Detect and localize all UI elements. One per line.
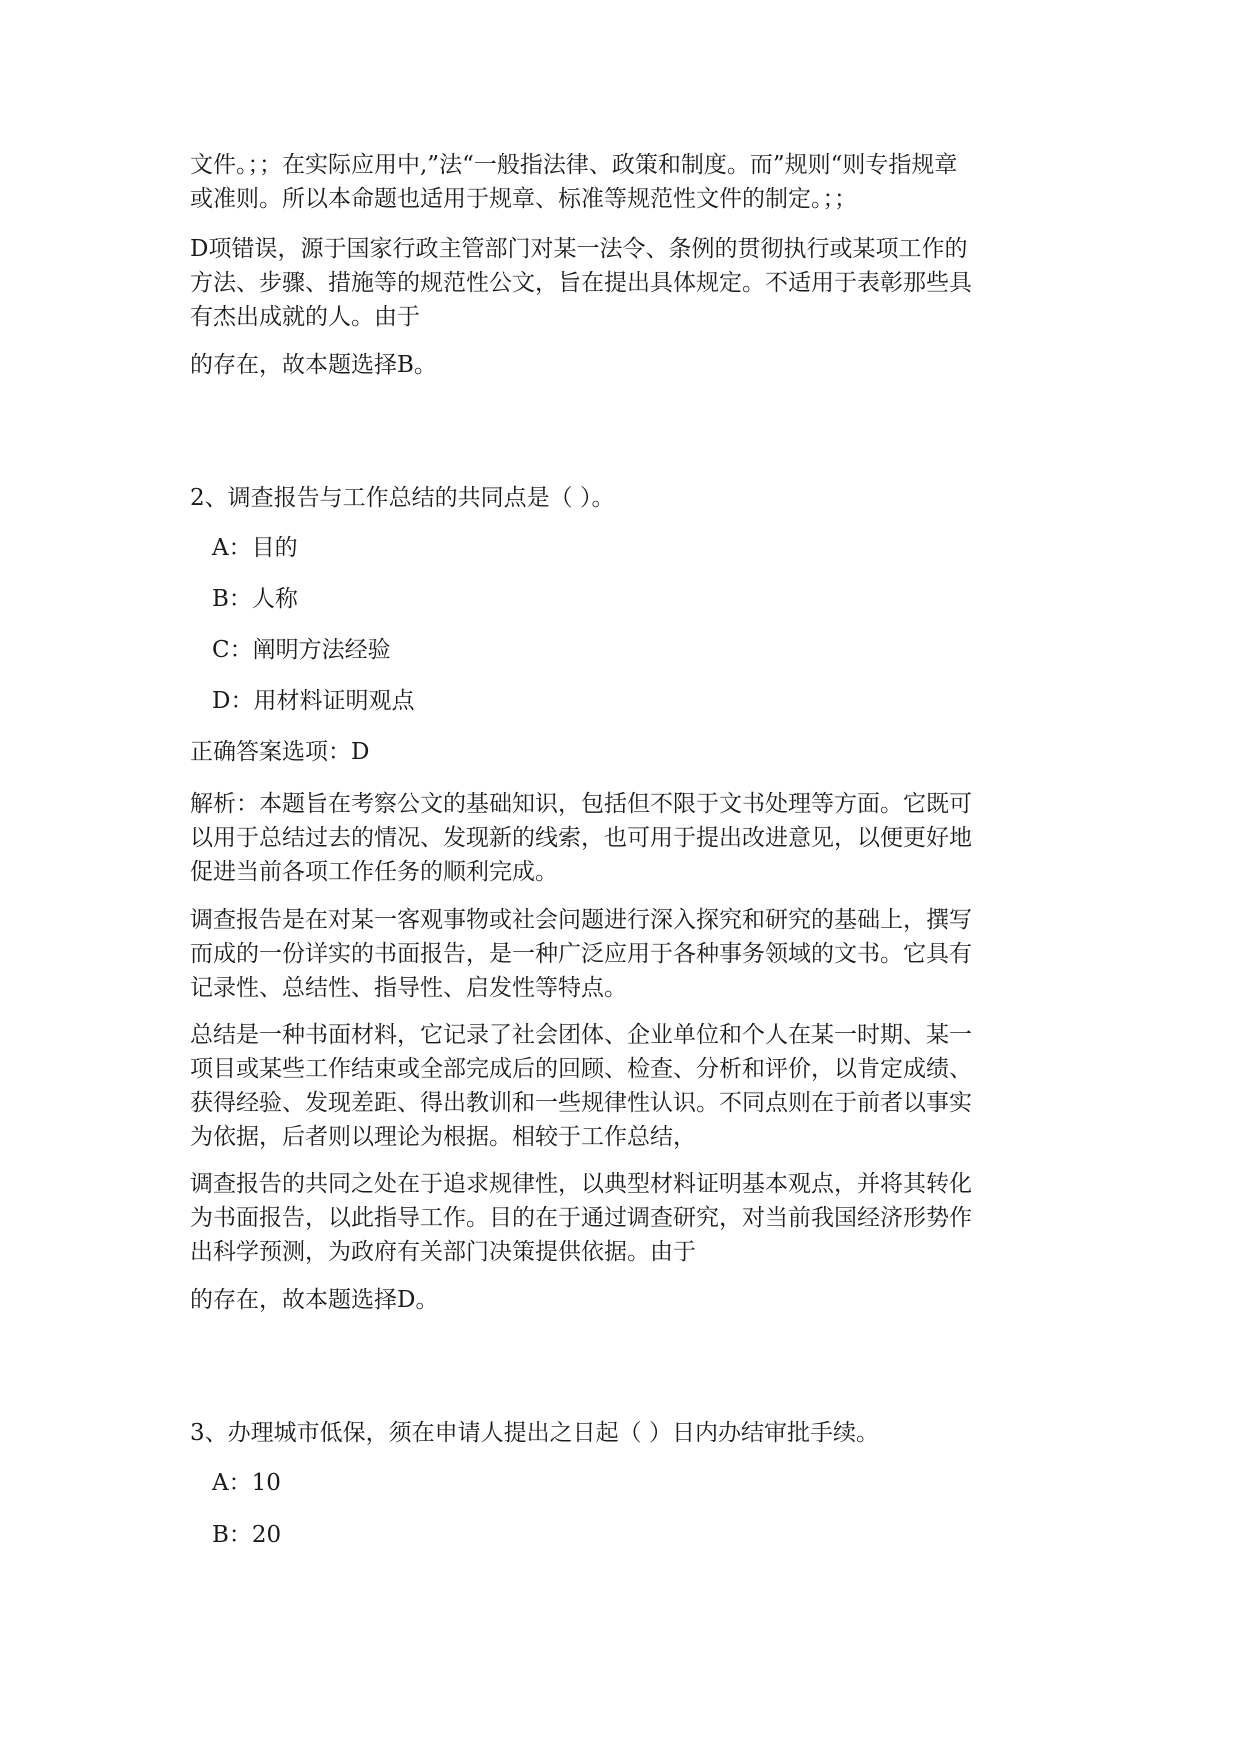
q1-conclusion bbox=[190, 348, 1050, 382]
text-line: 调查报告的共同之处在于追求规律性，以典型材料证明基本观点，并将其转化 bbox=[190, 1171, 972, 1197]
text-line: D项错误，源于国家行政主管部门对某一法令、条例的贯彻执行或某项工作的 bbox=[190, 236, 968, 262]
text-line: 促进当前各项工作任务的顺利完成。 bbox=[190, 859, 558, 885]
text-line: 为依据，后者则以理论为根据。相较于工作总结， bbox=[190, 1124, 696, 1150]
q3-option-b: B：20 bbox=[212, 1522, 282, 1548]
q2-option-c: C：阐明方法经验 bbox=[212, 637, 391, 663]
text-line: 调查报告是在对某一客观事物或社会问题进行深入探究和研究的基础上，撰写 bbox=[190, 907, 972, 933]
q2-explanation-paragraph-1 bbox=[190, 787, 1050, 889]
text-line: 总结是一种书面材料，它记录了社会团体、企业单位和个人在某一时期、某一 bbox=[190, 1022, 972, 1048]
q2-answer bbox=[190, 735, 1050, 769]
q3-question bbox=[190, 1416, 1050, 1450]
q2-option-b: B：人称 bbox=[212, 586, 298, 612]
text-line: 获得经验、发现差距、得出教训和一些规律性认识。不同点则在于前者以事实 bbox=[190, 1090, 972, 1116]
q1-explanation-paragraph-1 bbox=[190, 148, 1050, 216]
text-line: 而成的一份详实的书面报告，是一种广泛应用于各种事务领域的文书。它具有 bbox=[190, 941, 972, 967]
q3-option-a: A：10 bbox=[212, 1470, 281, 1496]
text-line: 为书面报告，以此指导工作。目的在于通过调查研究，对当前我国经济形势作 bbox=[190, 1205, 972, 1231]
text-line: 以用于总结过去的情况、发现新的线索，也可用于提出改进意见，以便更好地 bbox=[190, 825, 972, 851]
text-line: 解析：本题旨在考察公文的基础知识，包括但不限于文书处理等方面。它既可 bbox=[190, 791, 972, 817]
text-line: 的存在，故本题选择D。 bbox=[190, 1287, 439, 1313]
answer-text: 正确答案选项：D bbox=[190, 739, 370, 765]
text-line: 出科学预测，为政府有关部门决策提供依据。由于 bbox=[190, 1239, 696, 1265]
q2-option-a: A：目的 bbox=[212, 535, 298, 561]
q2-explanation-paragraph-4 bbox=[190, 1167, 1050, 1269]
text-line: 方法、步骤、措施等的规范性公文，旨在提出具体规定。不适用于表彰那些具 bbox=[190, 270, 972, 296]
text-line: 或准则。所以本命题也适用于规章、标准等规范性文件的制定。；； bbox=[190, 186, 857, 212]
q2-explanation-paragraph-3 bbox=[190, 1018, 1050, 1154]
question-text: 3、办理城市低保，须在申请人提出之日起（ ）日内办结审批手续。 bbox=[190, 1420, 879, 1446]
q2-question bbox=[190, 481, 1050, 515]
text-line: 记录性、总结性、指导性、启发性等特点。 bbox=[190, 975, 627, 1001]
q2-conclusion bbox=[190, 1283, 1050, 1317]
q2-option-d: D：用材料证明观点 bbox=[212, 688, 415, 714]
text-line: 文件。；；在实际应用中,”法“一般指法律、政策和制度。而”规则“则专指规章 bbox=[190, 152, 958, 178]
question-text: 2、调查报告与工作总结的共同点是（ ）。 bbox=[190, 485, 615, 511]
text-line: 有杰出成就的人。由于 bbox=[190, 304, 420, 330]
q1-explanation-paragraph-2 bbox=[190, 232, 1050, 334]
text-line: 的存在，故本题选择B。 bbox=[190, 352, 437, 378]
text-line: 项目或某些工作结束或全部完成后的回顾、检查、分析和评价，以肯定成绩、 bbox=[190, 1056, 972, 1082]
q2-explanation-paragraph-2 bbox=[190, 903, 1050, 1005]
